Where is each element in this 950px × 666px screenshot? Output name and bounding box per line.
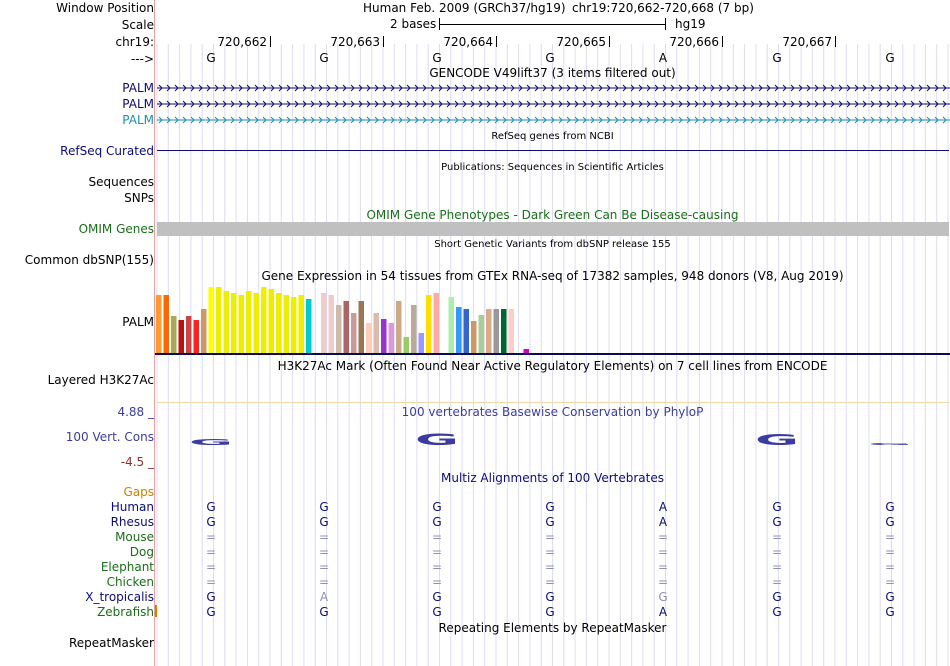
- alignment-base: A: [658, 605, 668, 619]
- alignment-base: G: [772, 500, 782, 514]
- ruler-coordinate: 720,666: [669, 35, 719, 49]
- pubs-title: Publications: Sequences in Scientific Articles: [441, 162, 664, 173]
- alignment-base: G: [432, 500, 442, 514]
- alignment-base: =: [206, 560, 217, 574]
- alignment-base: =: [432, 560, 443, 574]
- species-label[interactable]: Elephant: [100, 560, 154, 574]
- gtex-tissue-bar: [464, 309, 470, 353]
- omim-title: OMIM Gene Phenotypes - Dark Green Can Be Disease-causing: [366, 208, 739, 222]
- alignment-base: G: [885, 515, 895, 529]
- alignment-base: G: [885, 590, 895, 604]
- alignment-base: =: [885, 545, 896, 559]
- gtex-tissue-bar: [449, 297, 455, 353]
- ruler-tick: [722, 36, 723, 47]
- gtex-tissue-bar: [239, 295, 245, 353]
- repeatmasker-title: Repeating Elements by RepeatMasker: [438, 621, 667, 635]
- refseq-title: RefSeq genes from NCBI: [491, 131, 614, 142]
- gtex-tissue-bar: [524, 349, 530, 353]
- alignment-base: =: [658, 560, 669, 574]
- cons-label[interactable]: 100 Vert. Cons: [65, 430, 154, 444]
- gtex-tissue-bar: [494, 309, 500, 353]
- gencode-item-label[interactable]: PALM: [122, 97, 154, 111]
- gencode-item-label[interactable]: PALM: [122, 81, 154, 95]
- alignment-base: G: [885, 500, 895, 514]
- cons-logo-letter: G: [415, 430, 459, 449]
- alignment-base: G: [772, 515, 782, 529]
- gtex-tissue-bar: [231, 293, 237, 353]
- gtex-tissue-bar: [381, 319, 387, 353]
- ruler-tick: [609, 36, 610, 47]
- alignment-base: =: [658, 530, 669, 544]
- multiz-gaps-label[interactable]: Gaps: [123, 485, 154, 499]
- gtex-tissue-bar: [389, 323, 395, 353]
- alignment-base: =: [206, 545, 217, 559]
- species-label[interactable]: Chicken: [106, 575, 154, 589]
- alignment-base: G: [772, 605, 782, 619]
- gtex-tissue-bar: [224, 291, 230, 353]
- alignment-base: G: [772, 590, 782, 604]
- gtex-tissue-bar: [291, 297, 297, 353]
- scale-bar-text: 2 bases: [390, 17, 437, 31]
- alignment-base: G: [658, 590, 668, 604]
- base-letter: G: [432, 51, 442, 65]
- dbsnp-label[interactable]: Common dbSNP(155): [24, 253, 154, 267]
- alignment-base: G: [885, 605, 895, 619]
- alignment-base: =: [658, 545, 669, 559]
- alignment-base: =: [432, 530, 443, 544]
- pubs-snps-label[interactable]: SNPs: [124, 191, 154, 205]
- gtex-tissue-bar: [321, 293, 327, 353]
- omim-bar[interactable]: [157, 222, 949, 236]
- h3k27ac-baseline: [157, 402, 949, 403]
- alignment-base: G: [319, 605, 329, 619]
- alignment-base: =: [545, 560, 556, 574]
- alignment-base: G: [432, 605, 442, 619]
- gtex-tissue-bar: [156, 295, 162, 353]
- gtex-tissue-bar: [344, 301, 350, 353]
- alignment-base: =: [319, 575, 330, 589]
- alignment-base: =: [319, 545, 330, 559]
- gtex-tissue-bar: [261, 287, 267, 353]
- gtex-tissue-bar: [359, 301, 365, 353]
- scale-label: Scale: [121, 18, 154, 32]
- species-label[interactable]: X_tropicalis: [85, 590, 154, 604]
- cons-logo-letter: G: [868, 442, 912, 446]
- base-letter: G: [772, 51, 782, 65]
- gtex-tissue-bar: [246, 291, 252, 353]
- alignment-base: =: [545, 530, 556, 544]
- refseq-label[interactable]: RefSeq Curated: [60, 144, 154, 158]
- gtex-tissue-bar: [329, 295, 335, 353]
- dbsnp-title: Short Genetic Variants from dbSNP release 155: [434, 239, 671, 250]
- gtex-tissue-bar: [456, 307, 462, 353]
- gtex-tissue-bar: [299, 295, 305, 353]
- gtex-tissue-bar: [411, 305, 417, 353]
- gtex-tissue-bar: [396, 301, 402, 353]
- gtex-tissue-bar: [276, 293, 282, 353]
- gtex-tissue-bar: [186, 316, 192, 353]
- gtex-tissue-bar: [404, 337, 410, 353]
- cons-min-label: -4.5 _: [120, 455, 154, 469]
- base-letter: G: [319, 51, 329, 65]
- alignment-base: =: [658, 575, 669, 589]
- gtex-tissue-bar: [179, 320, 185, 353]
- alignment-base: G: [319, 515, 329, 529]
- gtex-tissue-bar: [471, 321, 477, 353]
- strand-label: --->: [130, 52, 154, 66]
- alignment-base: =: [772, 530, 783, 544]
- base-letter: G: [885, 51, 895, 65]
- alignment-base: =: [432, 545, 443, 559]
- refseq-feature-line[interactable]: [157, 150, 949, 151]
- gtex-title: Gene Expression in 54 tissues from GTEx RNA-seq of 17382 samples, 948 donors (V8, Aug 2019): [261, 269, 844, 283]
- alignment-base: =: [319, 560, 330, 574]
- gtex-tissue-bar: [216, 287, 222, 353]
- repeatmasker-label[interactable]: RepeatMasker: [68, 636, 154, 650]
- gtex-tissue-bar: [171, 316, 177, 353]
- gtex-tissue-bar: [254, 293, 260, 353]
- window-position-label: Window Position: [56, 1, 154, 15]
- alignment-base: G: [206, 590, 216, 604]
- gencode-transcript[interactable]: [157, 99, 950, 109]
- ruler-coordinate: 720,667: [782, 35, 832, 49]
- gtex-tissue-bar: [194, 320, 200, 353]
- gtex-tissue-bar: [374, 313, 380, 353]
- species-label[interactable]: Rhesus: [110, 515, 154, 529]
- alignment-base: =: [885, 530, 896, 544]
- base-letter: G: [206, 51, 216, 65]
- gtex-tissue-bar: [434, 293, 440, 353]
- position-text: chr19:720,662-720,668 (7 bp): [572, 1, 754, 15]
- gtex-tissue-bar: [479, 315, 485, 353]
- species-label[interactable]: Human: [110, 500, 154, 514]
- alignment-base: A: [658, 515, 668, 529]
- cons-sequence-logo[interactable]: [155, 420, 950, 460]
- gtex-tissue-bar: [486, 309, 492, 353]
- alignment-base: =: [772, 560, 783, 574]
- cons-title: 100 vertebrates Basewise Conservation by PhyloP: [401, 405, 704, 419]
- alignment-base: A: [658, 500, 668, 514]
- ruler-coordinate: 720,663: [330, 35, 380, 49]
- alignment-base: G: [206, 605, 216, 619]
- alignment-base: =: [772, 545, 783, 559]
- multiz-title: Multiz Alignments of 100 Vertebrates: [440, 471, 665, 485]
- gencode-item-label[interactable]: PALM: [122, 113, 154, 127]
- alignment-base: =: [206, 575, 217, 589]
- ruler-tick: [496, 36, 497, 47]
- gtex-tissue-bar: [306, 299, 312, 353]
- ruler-tick: [383, 36, 384, 47]
- base-letter: G: [545, 51, 555, 65]
- pubs-sequences-label[interactable]: Sequences: [88, 175, 154, 189]
- cons-logo-letter: G: [754, 431, 799, 449]
- gtex-tissue-bar: [501, 309, 507, 353]
- gtex-tissue-bar: [209, 287, 215, 353]
- species-label[interactable]: Mouse: [115, 530, 154, 544]
- gtex-tissue-bar: [351, 313, 357, 353]
- assembly-text: Human Feb. 2009 (GRCh37/hg19): [363, 1, 566, 15]
- base-letter: A: [658, 51, 668, 65]
- cons-logo-letter: G: [189, 437, 233, 447]
- chrom-label: chr19:: [115, 35, 154, 49]
- cons-max-label: 4.88 _: [117, 405, 154, 419]
- gencode-transcript[interactable]: [157, 115, 950, 125]
- alignment-base: G: [545, 605, 555, 619]
- gtex-tissue-bar: [509, 309, 515, 353]
- alignment-base: =: [772, 575, 783, 589]
- alignment-base: =: [432, 575, 443, 589]
- ruler-coordinate: 720,662: [217, 35, 267, 49]
- gtex-tissue-bar: [426, 295, 432, 353]
- alignment-base: =: [885, 560, 896, 574]
- alignment-base: G: [545, 500, 555, 514]
- ruler-tick: [835, 36, 836, 47]
- alignment-base: A: [319, 590, 329, 604]
- alignment-base: =: [545, 575, 556, 589]
- omim-label[interactable]: OMIM Genes: [78, 222, 154, 236]
- h3k27ac-title: H3K27Ac Mark (Often Found Near Active Regulatory Elements) on 7 cell lines from ENCODE: [277, 359, 828, 373]
- h3k27ac-label[interactable]: Layered H3K27Ac: [47, 373, 154, 387]
- alignment-base: G: [545, 515, 555, 529]
- ruler-coordinate: 720,664: [443, 35, 493, 49]
- gtex-tissue-bar: [419, 333, 425, 353]
- alignment-base: G: [432, 590, 442, 604]
- zebrafish-gap-marker: [155, 605, 157, 617]
- gtex-tissue-bar: [366, 323, 372, 353]
- alignment-base: =: [885, 575, 896, 589]
- alignment-base: =: [319, 530, 330, 544]
- gencode-transcript[interactable]: [157, 83, 950, 93]
- gtex-tissue-bar: [164, 295, 170, 353]
- species-label[interactable]: Zebrafish: [97, 605, 154, 619]
- ruler-coordinate: 720,665: [556, 35, 606, 49]
- gtex-tissue-bar: [336, 305, 342, 353]
- ruler-tick: [270, 36, 271, 47]
- gtex-bar-graph[interactable]: [155, 284, 950, 356]
- alignment-base: G: [206, 500, 216, 514]
- alignment-base: G: [319, 500, 329, 514]
- scale-bar: [439, 24, 665, 25]
- gtex-tissue-bar: [201, 309, 207, 353]
- gencode-title: GENCODE V49lift37 (3 items filtered out): [429, 66, 676, 80]
- gtex-label[interactable]: PALM: [122, 315, 154, 329]
- alignment-base: G: [432, 515, 442, 529]
- alignment-base: G: [545, 590, 555, 604]
- alignment-base: =: [545, 545, 556, 559]
- gtex-tissue-bar: [284, 295, 290, 353]
- alignment-base: G: [206, 515, 216, 529]
- species-label[interactable]: Dog: [129, 545, 154, 559]
- alignment-base: =: [206, 530, 217, 544]
- scale-db: hg19: [675, 17, 706, 31]
- gtex-tissue-bar: [269, 289, 275, 353]
